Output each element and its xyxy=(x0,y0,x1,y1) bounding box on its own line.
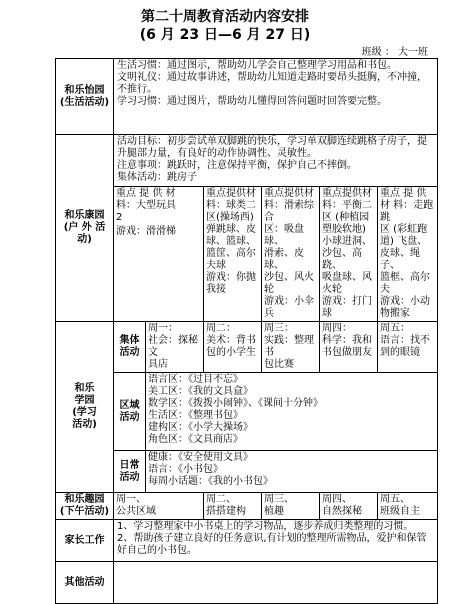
heqv-day-cell: 周一、 公共区域 xyxy=(114,493,204,520)
section-label-hekang: 和乐康园 (户 外 活 动) xyxy=(56,135,114,322)
row-hexue-richang xyxy=(56,451,438,493)
jiti-day-cell: 周四： 科学：我和 书包做朋友 xyxy=(320,322,378,373)
page-subtitle: (6 月 23 日—6 月 27 日) xyxy=(139,27,311,43)
row-hekang-goal xyxy=(56,135,438,187)
row-heyi xyxy=(56,59,438,135)
jiti-label: 集体 活动 xyxy=(114,322,146,373)
heqv-day-cell: 周三、 植趣 xyxy=(262,493,320,520)
hekang-material-col: 重点提供材 料：球类二 区(操场西) 弹跳球、皮 球、篮球、 篮筐、高尔 夫球 游戏：你抛 我接 xyxy=(204,187,262,322)
heqv-day-cell: 周四、 自然探秘 xyxy=(320,493,378,520)
hekang-material-col: 重点 提 供 材 料：走跑跳 区 (彩虹跑 道) 飞盘、 皮球、绳子、 篮框、高尔 夫 游戏：小动 物搬家 xyxy=(378,187,438,322)
row-hexue-jiti xyxy=(56,322,438,373)
page-title: 第二十周教育活动内容安排 xyxy=(141,9,309,25)
other-content xyxy=(114,562,438,604)
hekang-material-col: 重点提供材 料：平衡二 区 (种植园 塑胶软地) 小球进洞、 沙包、高跷、 吸盘球、风 火轮 游戏：打门 球 xyxy=(320,187,378,322)
hekang-material-col: 重点提供材 料：滑索综合 区：吸盘球、 滑索、皮球、 沙包、风火轮 游戏：小伞兵 xyxy=(262,187,320,322)
heyi-item: 学习习惯：通过图片，帮助幼儿懂得回答问题时回答要完整。 xyxy=(117,96,387,107)
section-label-jiazhang: 家长工作 xyxy=(56,520,114,562)
row-hexue-quyu xyxy=(56,373,438,451)
quyu-content: 语言区：《过目不忘》 美工区：《我的文具盒》 数学区：《拨拨小闹钟》、《课间十分钟》 生活区：《整理书包》 建构区：《小学大操场》 角色区：《文具商店》 xyxy=(146,373,438,451)
class-label: 班级 ： 大一班 xyxy=(361,47,428,58)
section-label-other: 其他活动 xyxy=(56,562,114,604)
row-other xyxy=(56,562,438,604)
heqv-day-cell: 周二、 搭搭建构 xyxy=(204,493,262,520)
jiti-day-cell: 周五： 语言：找不 到的眼镜 xyxy=(378,322,438,373)
richang-content: 健康：《安全使用文具》 语言：《小书包》 每周小话题：《我的小书包》 xyxy=(146,451,438,493)
jiazhang-content: 1、学习整理家中小书桌上的学习物品，逐步养成归类整理的习惯。 2、帮助孩子建立良好的任务意识,有计划的整理所需物品，爱护和保管 好自己的小书包。 xyxy=(114,520,438,562)
heyi-item: 文明礼仪：通过故事讲述，帮助幼儿知道走路时要昂头挺胸，不冲撞， xyxy=(117,72,427,83)
heqv-day-cell: 周五、 班级自主 xyxy=(378,493,438,520)
hekang-goal: 活动目标：初步尝试单双脚跳的快乐，学习单双脚连续跳格子房子，提 升腿部力量，有良好的动作协调性、灵敏性。 注意事项：跳跃时，注意保持平衡，保护自己不摔倒。 集体活动：跳房子 xyxy=(114,135,438,187)
section-label-hexue: 和乐 学园 (学习 活动) xyxy=(56,322,114,493)
row-heqv xyxy=(56,493,438,520)
jiti-day-cell: 周三： 实践：整理书 包比赛 xyxy=(262,322,320,373)
richang-label: 日常 活动 xyxy=(114,451,146,493)
heyi-item: 生活习惯：通过图示，帮助幼儿学会自己整理学习用品和书包。 xyxy=(117,60,397,71)
quyu-label: 区域 活动 xyxy=(114,373,146,451)
activity-table xyxy=(55,58,438,604)
jiti-day-cell: 周二： 美术：背书 包的小学生 xyxy=(204,322,262,373)
jiti-day-cell: 周一： 社会：探秘文 具店 xyxy=(146,322,204,373)
hekang-material-col: 重点 提 供 材 料：大型玩具 2 游戏：滑滑梯 xyxy=(114,187,204,322)
row-hekang-materials xyxy=(56,187,438,322)
row-jiazhang xyxy=(56,520,438,562)
section-label-heyi: 和乐怡园 (生活活动) xyxy=(56,59,114,135)
heyi-item: 不推行。 xyxy=(117,84,157,95)
heyi-content xyxy=(114,59,438,135)
section-label-heqv: 和乐趣园 (下午活动) xyxy=(56,493,114,520)
